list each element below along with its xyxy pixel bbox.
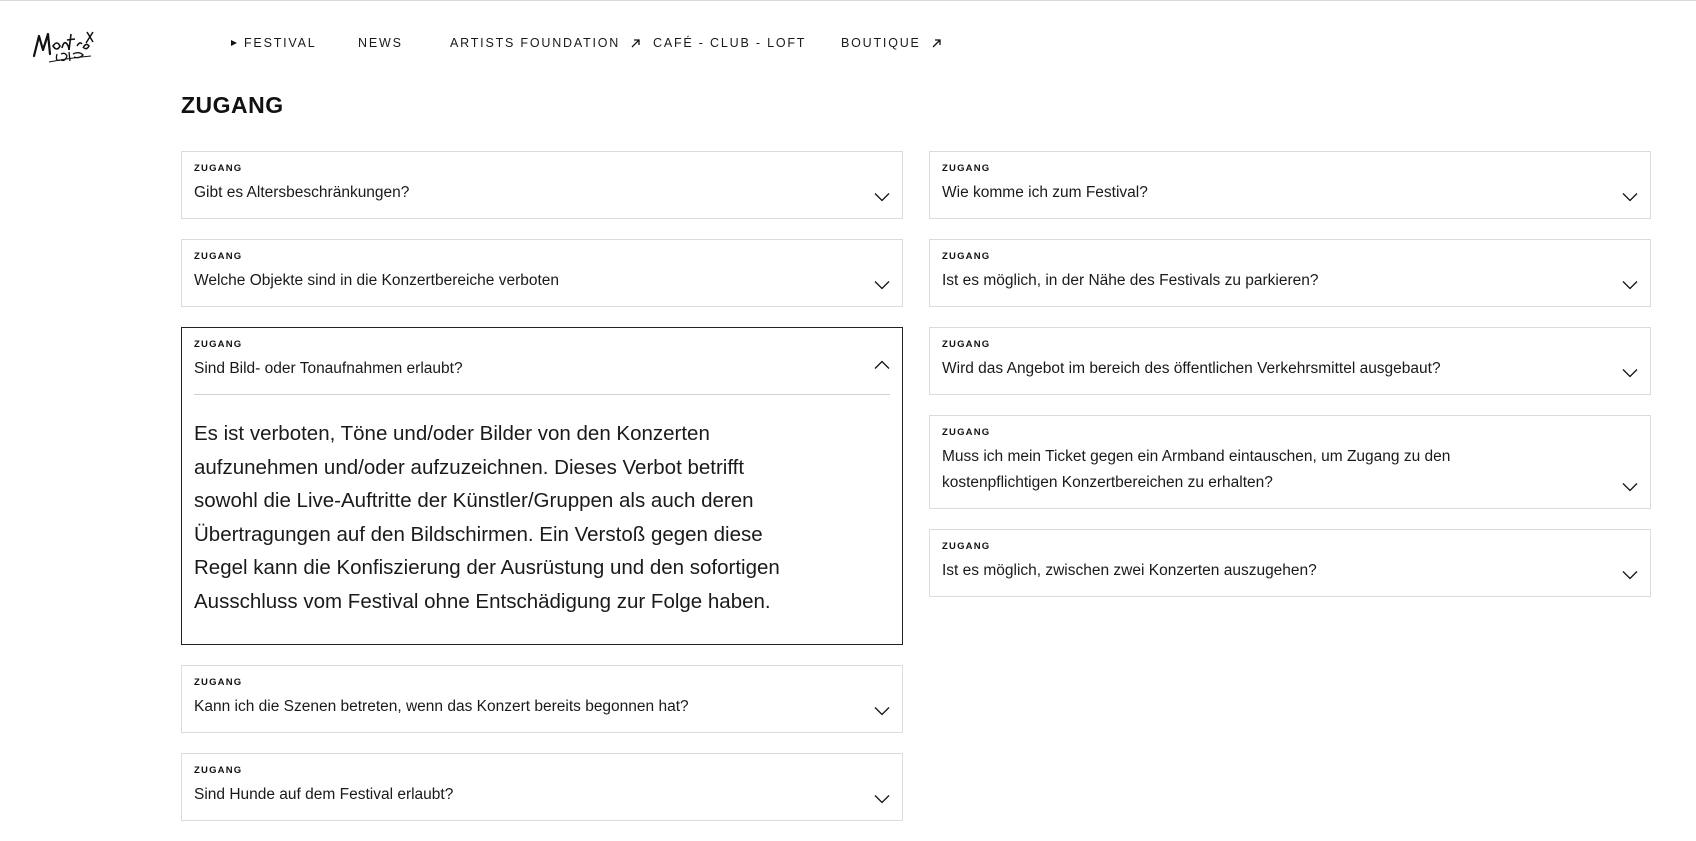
faq-item[interactable] [929,415,1651,509]
chevron-down-icon[interactable] [1622,192,1638,202]
faq-category: ZUGANG [194,251,243,262]
chevron-down-icon[interactable] [1622,570,1638,580]
faq-category: ZUGANG [942,541,991,552]
nav-item-artists-foundation[interactable] [450,36,641,50]
faq-item[interactable] [181,753,903,821]
nav-item-festival[interactable] [231,36,317,50]
faq-item-header[interactable] [930,328,1650,394]
faq-item-header[interactable] [182,754,902,820]
faq-question: Sind Hunde auf dem Festival erlaubt? [194,786,454,803]
nav-item-label: NEWS [358,36,403,50]
faq-item[interactable] [929,327,1651,395]
faq-category: ZUGANG [942,339,991,350]
chevron-up-icon[interactable] [874,360,890,370]
faq-item-header[interactable] [930,240,1650,306]
top-border [0,0,1696,1]
faq-question: Gibt es Altersbeschränkungen? [194,184,410,201]
faq-category: ZUGANG [942,163,991,174]
logo-signature-icon [31,24,95,66]
nav-item-cafe-club-loft[interactable] [653,36,806,50]
chevron-down-icon[interactable] [1622,368,1638,378]
chevron-down-icon[interactable] [874,794,890,804]
faq-category: ZUGANG [194,765,243,776]
faq-category: ZUGANG [942,427,991,438]
nav-item-label: BOUTIQUE [841,36,921,50]
chevron-down-icon[interactable] [874,192,890,202]
faq-category: ZUGANG [942,251,991,262]
faq-item-header[interactable] [930,152,1650,218]
faq-item-header[interactable] [182,328,902,394]
nav-item-news[interactable] [358,36,403,50]
faq-item[interactable] [929,529,1651,597]
faq-item[interactable] [929,239,1651,307]
faq-question: Wird das Angebot im bereich des öffentlichen Verkehrsmittel ausgebaut? [942,360,1441,377]
faq-item[interactable] [929,151,1651,219]
chevron-down-icon[interactable] [874,706,890,716]
arrow-up-right-icon [931,38,942,49]
faq-item-header[interactable] [182,240,902,306]
chevron-down-icon[interactable] [1622,482,1638,492]
play-bullet-icon [231,40,237,46]
faq-item-expanded[interactable] [181,327,903,645]
nav-item-label: FESTIVAL [244,36,317,50]
faq-question: Ist es möglich, in der Nähe des Festivals zu parkieren? [942,272,1319,289]
page-title: ZUGANG [181,92,284,118]
faq-item-header[interactable] [930,416,1650,508]
nav-item-boutique[interactable] [841,36,942,50]
faq-answer: Es ist verboten, Töne und/oder Bilder von den Konzerten aufzunehmen und/oder aufzuzeichnen. Dieses Verbot betrifft sowohl die Live-Auftritte der Künstler/Gruppen als auch deren Übertragungen auf den Bildschirmen. Ein Verstoß gegen diese Regel kann die Konfiszierung der Ausrüstung und den sofortigen Ausschluss vom Festival ohne Entschädigung zur Folge haben. [194,422,780,613]
faq-question: Ist es möglich, zwischen zwei Konzerten auszugehen? [942,562,1317,579]
faq-item[interactable] [181,151,903,219]
montreux-jazz-festival-logo[interactable] [31,24,95,66]
faq-category: ZUGANG [194,677,243,688]
nav-item-label: ARTISTS FOUNDATION [450,36,621,50]
nav-item-label: CAFÉ - CLUB - LOFT [653,36,807,50]
faq-question: Kann ich die Szenen betreten, wenn das Konzert bereits begonnen hat? [194,698,689,715]
faq-item[interactable] [181,665,903,733]
faq-item-header[interactable] [182,152,902,218]
chevron-down-icon[interactable] [874,280,890,290]
arrow-up-right-icon [630,38,641,49]
faq-column-left [181,151,903,841]
faq-item-header[interactable] [182,666,902,732]
faq-item-header[interactable] [930,530,1650,596]
faq-question: Welche Objekte sind in die Konzertbereiche verboten [194,272,560,289]
faq-item[interactable] [181,239,903,307]
faq-question: Sind Bild- oder Tonaufnahmen erlaubt? [194,360,463,377]
faq-question: Muss ich mein Ticket gegen ein Armband eintauschen, um Zugang zu den kostenpflichtigen Konzertbereichen zu erhalten? [942,448,1451,491]
faq-question: Wie komme ich zum Festival? [942,184,1148,201]
chevron-down-icon[interactable] [1622,280,1638,290]
faq-column-right [929,151,1651,617]
faq-category: ZUGANG [194,163,243,174]
faq-category: ZUGANG [194,339,243,350]
